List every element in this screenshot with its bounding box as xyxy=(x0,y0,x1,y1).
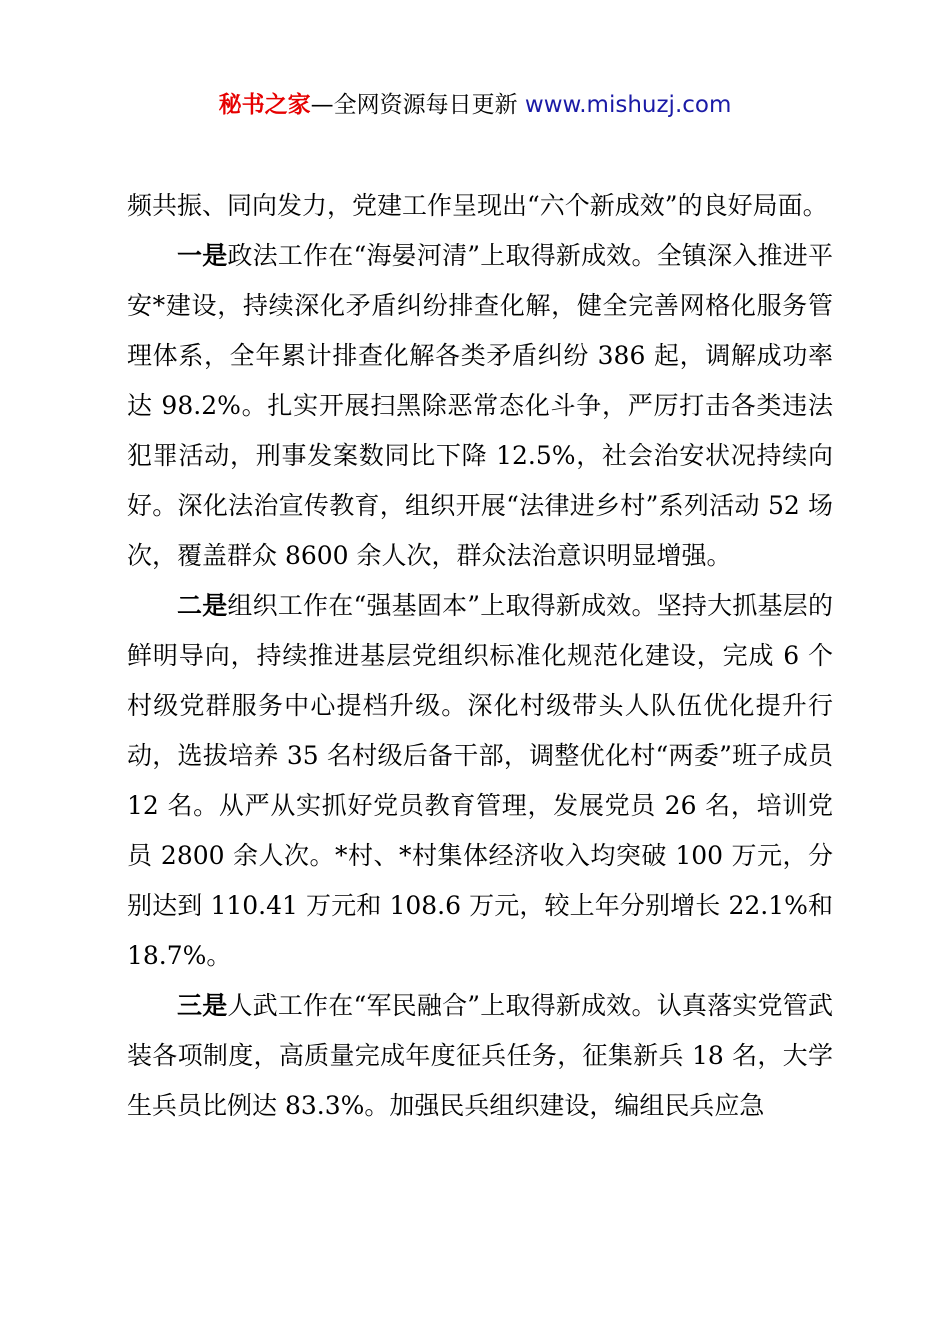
section-paragraph-2 xyxy=(127,581,833,981)
site-header xyxy=(0,88,950,122)
section-lead-2: 二是 xyxy=(177,591,228,620)
section-text-3: 人武工作在“军民融合”上取得新成效。认真落实党管武装各项制度，高质量完成年度征兵任务，征集新兵 18 名，大学生兵员比例达 83.3%。加强民兵组织建设，编组民兵应急 xyxy=(127,991,833,1120)
document-body xyxy=(127,181,833,1131)
continuation-paragraph: 频共振、同向发力，党建工作呈现出“六个新成效”的良好局面。 xyxy=(127,191,828,220)
header-tagline: —全网资源每日更新 xyxy=(310,92,518,118)
site-url-link[interactable]: www.mishuzj.com xyxy=(524,92,732,118)
section-lead-1: 一是 xyxy=(177,241,228,270)
section-paragraph-1 xyxy=(127,231,833,581)
section-text-2: 组织工作在“强基固本”上取得新成效。坚持大抓基层的鲜明导向，持续推进基层党组织标准化规范化建设，完成 6 个村级党群服务中心提档升级。深化村级带头人队伍优化提升行动，选拔培养 35 名村级后备干部，调整优化村“两委”班子成员 12 名。从严从实抓好党员教育管理，发展党员 26 名，培训党员 2800 余人次。*村、*村集体经济收入均突破 100 万元，分别达到 110.41 万元和 108.6 万元，较上年分别增长 22.1%和 18.7%。 xyxy=(127,591,833,970)
section-text-1: 政法工作在“海晏河清”上取得新成效。全镇深入推进平安*建设，持续深化矛盾纠纷排查化解，健全完善网格化服务管理体系，全年累计排查化解各类矛盾纠纷 386 起，调解成功率达 98.2%。扎实开展扫黑除恶常态化斗争，严厉打击各类违法犯罪活动，刑事发案数同比下降 12.5%，社会治安状况持续向好。深化法治宣传教育，组织开展“法律进乡村”系列活动 52 场次，覆盖群众 8600 余人次，群众法治意识明显增强。 xyxy=(127,241,833,570)
section-paragraph-3 xyxy=(127,981,833,1131)
section-lead-3: 三是 xyxy=(177,991,228,1020)
brand-name: 秘书之家 xyxy=(218,92,311,118)
